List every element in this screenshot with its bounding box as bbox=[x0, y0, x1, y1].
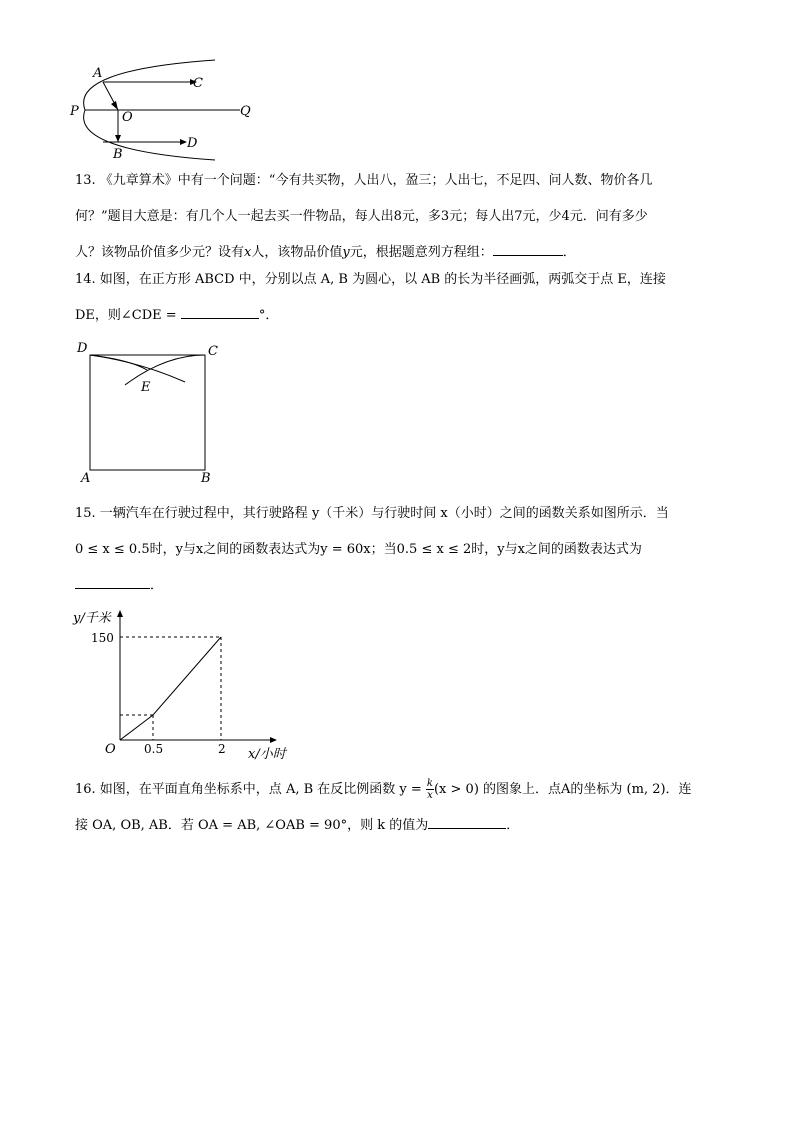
y-axis-label: y/千米 bbox=[73, 611, 111, 626]
q15-answer-blank[interactable] bbox=[75, 574, 150, 589]
q16-line2 bbox=[75, 808, 725, 844]
distance-time-graph bbox=[65, 605, 305, 765]
label-p: P bbox=[70, 104, 79, 119]
q13-line3-end: ． bbox=[562, 245, 576, 260]
q13-line1: 13. 《九章算术》中有一个问题：“今有共买物，人出八，盈三；人出七，不足四、问人数、物价各几 bbox=[75, 173, 653, 188]
x-tick-05: 0.5 bbox=[144, 742, 164, 756]
label-d: D bbox=[77, 341, 88, 356]
y-axis-arrow bbox=[117, 610, 123, 617]
q13-line2: 何？”题目大意是：有几个人一起去买一件物品，每人出8元，多3元；每人出7元，少4元．问有多少 bbox=[75, 209, 648, 224]
q16-line1-part-b: (x > 0) 的图象上．点A的坐标为 (m, 2)．连 bbox=[433, 782, 692, 797]
origin-label: O bbox=[105, 742, 116, 757]
question-16 bbox=[75, 772, 725, 844]
x-axis-label: x/小时 bbox=[248, 747, 286, 762]
fraction-denominator: x bbox=[427, 790, 433, 801]
q13-line3-part-b: 人，该物品价值 bbox=[251, 245, 343, 260]
square-abcd bbox=[90, 355, 205, 470]
q15-line2: 0 ≤ x ≤ 0.5时，y与x之间的函数表达式为y = 60x；当0.5 ≤ x ≤ 2时，y与x之间的函数表达式为 bbox=[75, 542, 642, 557]
fraction-k-over-x bbox=[426, 778, 434, 801]
label-b: B bbox=[201, 471, 211, 486]
question-14 bbox=[75, 262, 725, 334]
label-c: C bbox=[208, 344, 218, 359]
q14-line1: 14. 如图，在正方形 ABCD 中，分别以点 A, B 为圆心，以 AB 的长为半径画弧，两弧交于点 E，连接 bbox=[75, 272, 666, 287]
q13-line3-part-a: 人？该物品价值多少元？设有 bbox=[75, 245, 245, 260]
arrow-ob bbox=[115, 135, 121, 142]
q16-answer-blank[interactable] bbox=[428, 814, 506, 829]
label-o: O bbox=[122, 110, 133, 125]
segment-de bbox=[90, 355, 147, 370]
arc-from-b bbox=[125, 355, 205, 385]
q14-line2-end: °． bbox=[258, 308, 279, 323]
q14-line2-part-a: DE，则∠CDE = bbox=[75, 308, 177, 323]
q16-line2-end: ． bbox=[506, 818, 520, 833]
q15-line3 bbox=[75, 568, 725, 604]
label-q: Q bbox=[240, 104, 251, 119]
x-tick-2: 2 bbox=[218, 742, 226, 756]
label-a: A bbox=[81, 471, 91, 486]
q16-line1 bbox=[75, 772, 725, 808]
q16-line1-part-a: 16. 如图，在平面直角坐标系中，点 A, B 在反比例函数 y = bbox=[75, 782, 422, 797]
q14-line2 bbox=[75, 298, 725, 334]
label-b: B bbox=[113, 147, 123, 162]
arrow-d bbox=[180, 139, 187, 145]
question-13 bbox=[75, 163, 725, 271]
arrow-ao bbox=[111, 101, 118, 110]
q15-line1: 15. 一辆汽车在行驶过程中，其行驶路程 y（千米）与行驶时间 x（小时）之间的函数关系如图所示．当 bbox=[75, 506, 669, 521]
q15-line3-end: ． bbox=[150, 578, 164, 593]
graph-line bbox=[120, 637, 221, 740]
q16-line2-part-a: 接 OA, OB, AB．若 OA = AB, ∠OAB = 90°，则 k 的值为 bbox=[75, 818, 429, 833]
label-d: D bbox=[187, 136, 198, 151]
label-c: C bbox=[193, 76, 203, 91]
parabola-figure bbox=[60, 55, 280, 165]
y-tick-150: 150 bbox=[91, 631, 114, 645]
square-figure bbox=[75, 340, 235, 490]
q13-var-x: x bbox=[244, 245, 252, 260]
q14-answer-blank[interactable] bbox=[181, 304, 259, 319]
q13-answer-blank[interactable] bbox=[493, 241, 563, 256]
label-e: E bbox=[141, 380, 151, 395]
x-axis-arrow bbox=[270, 737, 277, 743]
fraction-numerator: k bbox=[426, 778, 433, 789]
question-15 bbox=[75, 496, 725, 604]
label-a: A bbox=[93, 66, 103, 81]
arc-from-a bbox=[90, 355, 185, 382]
q13-var-y: y bbox=[342, 245, 350, 260]
q13-line3-part-c: 元，根据题意列方程组： bbox=[349, 245, 493, 260]
